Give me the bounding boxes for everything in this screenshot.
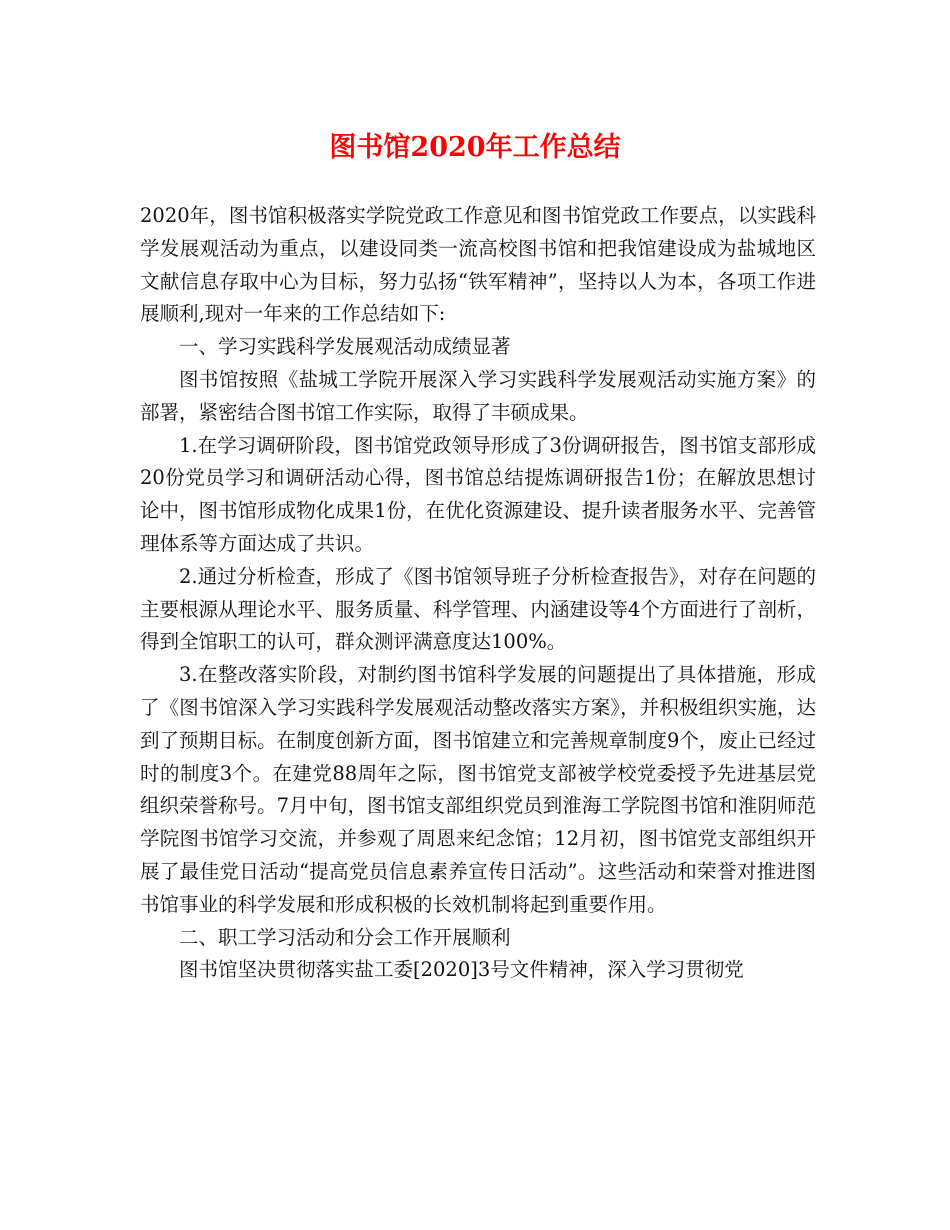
document-title: 图书馆2020年工作总结	[329, 132, 621, 163]
body-paragraph: 图书馆按照《盐城工学院开展深入学习实践科学发展观活动实施方案》的部署，紧密结合图书馆工作实际，取得了丰硕成果。	[140, 367, 816, 424]
numbered-paragraph-1: 1.在学习调研阶段，图书馆党政领导形成了3份调研报告，图书馆支部形成20份党员学习和调研活动心得，图书馆总结提炼调研报告1份；在解放思想讨论中，图书馆形成物化成果1份，在优化资源建设、提升读者服务水平、完善管理体系等方面达成了共识。	[140, 433, 816, 555]
section-heading-2: 二、职工学习活动和分会工作开展顺利	[179, 925, 511, 949]
section-heading-1: 一、学习实践科学发展观活动成绩显著	[179, 335, 511, 359]
numbered-paragraph-2: 2.通过分析检查，形成了《图书馆领导班子分析检查报告》，对存在问题的主要根源从理论水平、服务质量、科学管理、内涵建设等4个方面进行了剖析，得到全馆职工的认可，群众测评满意度达100%。	[140, 564, 816, 654]
numbered-paragraph-3: 3.在整改落实阶段，对制约图书馆科学发展的问题提出了具体措施，形成了《图书馆深入学习实践科学发展观活动整改落实方案》，并积极组织实施，达到了预期目标。在制度创新方面，图书馆建立和完善规章制度9个，废止已经过时的制度3个。在建党88周年之际，图书馆党支部被学校党委授予先进基层党组织荣誉称号。7月中旬，图书馆支部组织党员到淮海工学院图书馆和淮阴师范学院图书馆学习交流，并参观了周恩来纪念馆；12月初，图书馆党支部组织开展了最佳党日活动“提高党员信息素养宣传日活动”。这些活动和荣誉对推进图书馆事业的科学发展和形成积极的长效机制将起到重要作用。	[140, 663, 816, 916]
body-paragraph-truncated: 图书馆坚决贯彻落实盐工委[2020]3号文件精神，深入学习贯彻党	[179, 958, 744, 982]
intro-paragraph: 2020年，图书馆积极落实学院党政工作意见和图书馆党政工作要点，以实践科学发展观活动为重点，以建设同类一流高校图书馆和把我馆建设成为盐城地区文献信息存取中心为目标，努力弘扬“铁军精神”，坚持以人为本，各项工作进展顺利,现对一年来的工作总结如下:	[140, 204, 816, 326]
document-body	[140, 200, 816, 987]
